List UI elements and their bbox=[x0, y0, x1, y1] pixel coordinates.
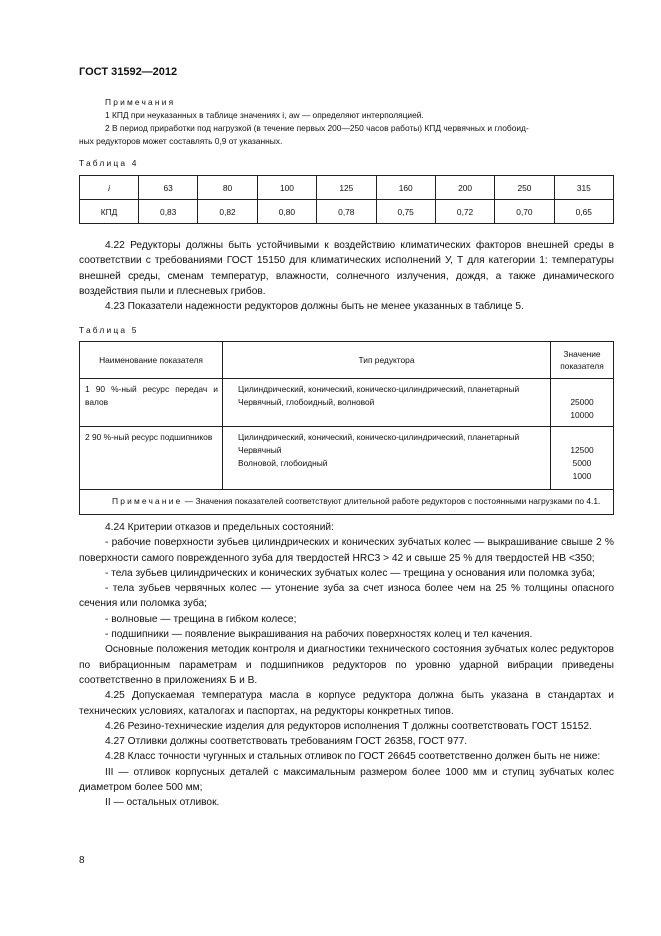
table5-note bbox=[80, 490, 614, 515]
row1-type-1: Цилиндрический, конический, коническо-цилиндрический, планетарный bbox=[238, 384, 520, 394]
paragraph-4-25: 4.25 Допускаемая температура масла в корпусе редуктора должна быть указана в стандартах и технических условиях, каталогах и паспортах, на редукторы конкретных типов. bbox=[79, 690, 614, 717]
paragraph-4-22: 4.22 Редукторы должны быть устойчивыми к воздействию климатических факторов внешней среды в соответствии с требованиями ГОСТ 15150 для климатических исполнений У, Т для категории 1: температуры внешней среды, сменам температур, влажности, солнечного излучения, дождя, а также динамического воздействия пыли и плесневых грибов. bbox=[79, 240, 614, 297]
row2-value-2: 5000 bbox=[572, 458, 592, 468]
note-item-2: 2 В период приработки под нагрузкой (в течение первых 200—250 часов работы) КПД червячных и глобоид- bbox=[105, 123, 529, 133]
table-row bbox=[80, 379, 614, 427]
header-cell-indicator: Наименование показателя bbox=[80, 342, 223, 379]
paragraph-4-28: 4.28 Класс точности чугунных и стальных отливок по ГОСТ 26645 соответственно должен быть не ниже: bbox=[105, 751, 601, 763]
paragraph-4-26: 4.26 Резино-технические изделия для редукторов исполнения Т должны соответствовать ГОСТ 15152. bbox=[105, 720, 592, 732]
note-text: — Значения показателей соответствуют длительной работе редукторов с постоянными нагрузками по 4.1. bbox=[182, 496, 601, 506]
table-cell: 315 bbox=[554, 176, 613, 200]
list-item: - рабочие поверхности зубьев цилиндрических и конических зубчатых колес — выкрашивание свыше 2 % поверхности самого поврежденного зуба для твердостей HRC3 > 42 и свыше 25 % для твердостей НВ <350; bbox=[79, 537, 614, 564]
table-row bbox=[80, 427, 614, 490]
row2-types bbox=[223, 427, 551, 490]
table4-caption: Таблица 4 bbox=[79, 158, 139, 168]
table-cell: 0,78 bbox=[317, 200, 376, 224]
page-number: 8 bbox=[79, 855, 85, 866]
list-item: - тела зубьев червячных колес — утонение зуба за счет износа более чем на 25 % толщины опасного сечения или поломка зуба; bbox=[79, 583, 614, 610]
row2-type-2: Червячный bbox=[238, 445, 282, 455]
row1-types bbox=[223, 379, 551, 427]
row1-value-1: 25000 bbox=[570, 397, 594, 407]
table-cell: 250 bbox=[495, 176, 554, 200]
table-row bbox=[80, 176, 614, 200]
paragraph: Основные положения методик контроля и диагностики технического состояния зубчатых колес редукторов по вибрационным параметрам и подшипников редукторов по уровню ударной вибрации приведены соответственно в приложениях Б и В. bbox=[79, 644, 614, 686]
table-cell: 0,70 bbox=[495, 200, 554, 224]
row1-value-2: 10000 bbox=[570, 410, 594, 420]
row1-type-2: Червячный, глобоидный, волновой bbox=[238, 397, 375, 407]
table-cell: 160 bbox=[376, 176, 435, 200]
row2-value-3: 1000 bbox=[572, 471, 592, 481]
table-cell: 0,83 bbox=[139, 200, 198, 224]
section-4-24-to-4-28 bbox=[79, 520, 614, 811]
table-cell: 0,82 bbox=[198, 200, 257, 224]
table-cell: 0,75 bbox=[376, 200, 435, 224]
table5 bbox=[79, 341, 614, 515]
table-cell: 0,65 bbox=[554, 200, 613, 224]
table-cell: 0,80 bbox=[257, 200, 316, 224]
note-item-2-continuation: ных редукторов может составлять 0,9 от указанных. bbox=[79, 136, 283, 146]
row2-type-3: Волновой, глобоидный bbox=[238, 458, 328, 468]
table-cell: 200 bbox=[435, 176, 494, 200]
table-row bbox=[80, 200, 614, 224]
list-item: II — остальных отливок. bbox=[105, 797, 220, 809]
table-note-row bbox=[80, 490, 614, 515]
table4 bbox=[79, 175, 614, 224]
table-cell: КПД bbox=[80, 200, 139, 224]
table-cell: 63 bbox=[139, 176, 198, 200]
table-header-row bbox=[80, 342, 614, 379]
table-cell: 80 bbox=[198, 176, 257, 200]
row2-values bbox=[551, 427, 614, 490]
list-item: - подшипники — появление выкрашивания на рабочих поверхностях колец и тел качения. bbox=[105, 629, 533, 641]
list-item: III — отливок корпусных деталей с максимальным размером более 1000 мм и ступиц зубчатых колес диаметром более 500 мм; bbox=[79, 766, 614, 794]
header-value-line2: показателя bbox=[560, 361, 604, 371]
section-4-22 bbox=[79, 238, 614, 314]
list-item: - тела зубьев цилиндрических и конических зубчатых колес — трещина у основания или поломка зуба; bbox=[105, 567, 595, 579]
table-cell: 100 bbox=[257, 176, 316, 200]
row1-name: 1 90 %-ный ресурс передач и валов bbox=[80, 379, 223, 427]
note-label: Примечание bbox=[112, 496, 183, 506]
row2-name: 2 90 %-ный ресурс подшипников bbox=[80, 427, 223, 490]
table-cell: i bbox=[80, 176, 139, 200]
row2-value-1: 12500 bbox=[570, 445, 594, 455]
paragraph: 4.24 Критерии отказов и предельных состояний: bbox=[105, 522, 334, 533]
row1-values bbox=[551, 379, 614, 427]
paragraph-4-23: 4.23 Показатели надежности редукторов должны быть не менее указанных в таблице 5. bbox=[105, 301, 524, 313]
row2-type-1: Цилиндрический, конический, коническо-цилиндрический, планетарный bbox=[238, 432, 520, 442]
document-header: ГОСТ 31592—2012 bbox=[79, 66, 178, 78]
header-cell-value bbox=[551, 342, 614, 379]
header-cell-type: Тип редуктора bbox=[223, 342, 551, 379]
list-item: - волновые — трещина в гибком колесе; bbox=[105, 613, 297, 625]
notes-heading: Примечания bbox=[105, 97, 176, 107]
table-cell: 125 bbox=[317, 176, 376, 200]
table-cell: 0,72 bbox=[435, 200, 494, 224]
header-value-line1: Значение bbox=[563, 349, 601, 359]
notes-block bbox=[79, 96, 615, 148]
note-item-1: 1 КПД при неуказанных в таблице значениях i, aw — определяют интерполяцией. bbox=[105, 110, 424, 120]
paragraph-4-27: 4.27 Отливки должны соответствовать требованиям ГОСТ 26358, ГОСТ 977. bbox=[105, 736, 468, 748]
table5-caption: Таблица 5 bbox=[79, 325, 139, 335]
